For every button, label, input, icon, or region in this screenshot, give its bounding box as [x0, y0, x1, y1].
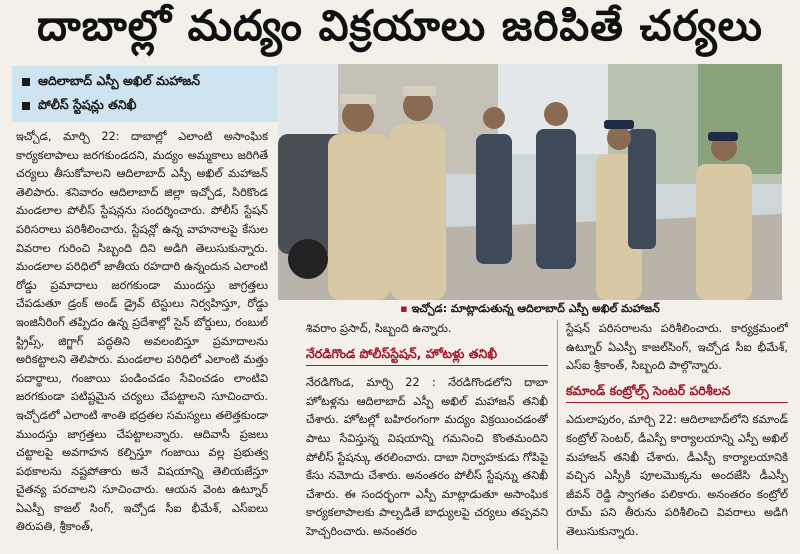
- photo-caption-text: ఇచ్చోడ: మాట్లాడుతున్న ఆదిలాబాద్ ఎస్పీ అఖిల్ మహాజన్: [411, 302, 660, 315]
- middle-column: [306, 320, 548, 552]
- square-bullet-icon: [22, 78, 30, 86]
- column-divider: [557, 320, 558, 550]
- square-bullet-icon: [22, 102, 30, 110]
- highlight-item: [12, 94, 280, 118]
- right-column-subhead: కమాండ్ కంట్రోల్స్ సెంటర్ పరిశీలన: [566, 382, 788, 404]
- left-column-body: ఇచ్చోడ, మార్చి 22: దాబాల్లో ఎలాంటి అసాంఘిక కార్యకలాపాలు జరగకుండదని, మద్యం అమ్మకాలు జరిగితే చర్యలు తీసుకోవాలని ఆదిలాబాద్ ఎస్పీ అఖిల్ మహాజన్ తెలిపారు. శనివారం ఆదిలాబాద్ జిల్లా ఇచ్చోడ, సిరికొండ మండలాల పోలీస్ స్టేషన్లను సందర్శించారు. పోలీస్ స్టేషన్ పరిసరాలు పరిశీలించారు. స్టేషన్లో ఉన్న వాహనాలపై కేసుల వివరాల గురించి సిబ్బంది దిని అడిగి తెలుసుకున్నారు. మండలాల పరిధిలో జాతీయ రహదారి ఉన్నందున ఎలాంటి రోడ్డు ప్రమాదాలు జరగకుండా ముందస్తు జాగ్రత్తలు చేపడుతూ డ్రంక్ అండ్ డ్రైవ్ టెస్టులు నిర్వహిస్తూ, రోడ్డు ఇంజినీరింగ్ తప్పిదం ఉన్న ప్రదేశాల్లో సైన్ బోర్డులు, రంబుల్ స్ట్రిప్స్, జిగ్జాగ్ పద్ధతిని అవలంబిస్తూ ప్రమాదాలను అరికట్టాలని తెలిపారు. మండలాల పరిధిలో ఎలాంటి మత్తు పదార్థాలు, గంజాయి పండించడం సేవించడం లాంటివి జరగకుండా పటిష్టమైన చర్యలు చేపట్టాలని సూచించారు. ఇచ్చోడలో ఎలాంటి శాంతి భద్రతల సమస్యలు తలెత్తకుండా ముందస్తు జాగ్రత్తలు చేపట్టాలన్నారు. ఆదివాసీ ప్రజలు చట్టాలపై అవగాహన కల్పిస్తూ గంజాయి వల్ల ప్రభుత్వ పథకాలను నష్టపోతారు అనే విషయాన్ని తెలియజేస్తూ చైతన్య పరచాలని సూచించారు. ఆయన వెంట ఉట్నూర్ ఏఎస్పీ కాజల్ సింగ్, ఇచ్చోడ సీఐ భీమేశ్, ఎస్ఐలు తిరుపతి, శ్రీకాంత్,: [16, 130, 268, 534]
- highlights-box: [12, 66, 280, 122]
- caption-marker-icon: ▪: [400, 302, 408, 315]
- right-column-lead: స్టేషన్ పరిసరాలను పరిశీలించారు. కార్యక్రమంలో ఉట్నూర్ ఏఎస్పీ కాజల్‌సింగ్, ఇచ్చోడ సీఐ భీమేశ్, ఎస్ఐ శ్రీకాంత్, సిబ్బంది పాల్గొన్నారు.: [566, 322, 788, 373]
- photo-caption: [278, 300, 782, 318]
- right-column: [566, 320, 788, 552]
- highlight-text: ఆదిలాబాద్ ఎస్పీ అఖిల్ మహాజన్: [38, 72, 201, 88]
- highlight-item: [12, 70, 280, 94]
- highlight-text: పోలీస్ స్టేషన్లు తనిఖీ: [38, 96, 137, 112]
- right-column-body: ఎదులాపురం, మార్చి 22: ఆదిలాబాద్‌లోని కమాండ్ కంట్రోల్ సెంటర్, డీఎస్పీ కార్యాలయాన్ని ఎస్పీ అఖిల్ మహాజన్ తనిఖీ చేశారు. డీఎస్పీ కార్యాలయానికి వచ్చిన ఎస్పీకి పూలమొక్కను అందజేసి డీఎస్పీ జీవన్ రెడ్డి స్వాగతం పలికారు. అనంతరం కంట్రోల్ రూమ్ పని తీరును పరిశీలించి వివరాలు అడిగి తెలుసుకున్నారు.: [566, 413, 788, 538]
- headline: దాబాల్లో మద్యం విక్రయాలు జరిపితే చర్యలు: [37, 1, 763, 50]
- left-column: [16, 128, 268, 552]
- news-photo: [278, 64, 782, 300]
- middle-column-subhead: నేరడిగొండ పోలీస్‌స్టేషన్, హోటళ్లు తనిఖీ: [306, 345, 548, 367]
- middle-column-lead: శివరాం ప్రసాద్, సిబ్బంది ఉన్నారు.: [306, 322, 452, 335]
- police-officers-photo: [278, 64, 782, 300]
- middle-column-body: నేరడిగొండ, మార్చి 22 : నేరడిగొండలోని దాబా హోటళ్లను ఆదిలాబాద్ ఎస్పీ అఖిల్ మహాజన్ తనిఖీ చేశారు. హోటల్లో బహిరంగంగా మద్యం విక్రయించడంతో పాటు సేవిస్తున్న విషయాన్ని గమనించి కొంతమందిని పోలీస్ స్టేషన్కు తరలించారు. దాబా నిర్వాహకుడు గోపిపై కేసు నమోదు చేశారు. అనంతరం పోలీస్ స్టేషన్ను తనిఖీ చేశారు. ఈ సందర్భంగా ఎస్పీ మాట్లాడుతూ అసాంఘిక కార్యకలాపాలకు పాల్పడితే బాధ్యులపై చర్యలు తప్పవని హెచ్చరించారు. అనంతరం: [306, 376, 548, 538]
